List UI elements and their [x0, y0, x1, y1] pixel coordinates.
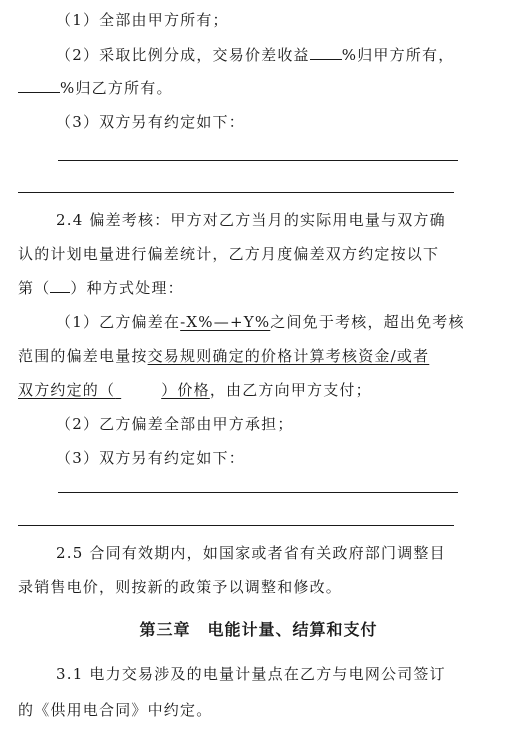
deviation-option-1-text-e: ，由乙方向甲方支付； [209, 381, 372, 399]
deviation-option-1-text-c: 之间免于考核，超出免考核 [270, 313, 465, 331]
deviation-option-1-text-d: 范围的偏差电量按 [18, 347, 148, 365]
choice-suffix: ）种方式处理： [70, 279, 184, 297]
agreed-price-text-a: 双方约定的（ [18, 381, 116, 399]
percent-blank-party-a[interactable] [310, 45, 342, 60]
deviation-option-1-line-2 [18, 346, 429, 366]
percent-blank-party-b[interactable] [18, 78, 60, 93]
fill-in-line[interactable] [58, 492, 458, 493]
section-3-1-line-2: 的《供用电合同》中约定。 [18, 701, 213, 719]
agreed-price-text-b: ）价格 [161, 381, 210, 399]
section-2-5-line-2: 录销售电价，则按新的政策予以调整和修改。 [18, 578, 343, 596]
section-3-1-line-1: 3.1 电力交易涉及的电量计量点在乙方与电网公司签订 [56, 665, 446, 683]
section-2-4-line-3 [18, 278, 184, 298]
choice-prefix: 第（ [18, 279, 51, 297]
deviation-option-1-line-3 [18, 380, 372, 400]
deviation-option-2-text: （2）乙方偏差全部由甲方承担； [56, 415, 294, 433]
section-2-5-line-1: 2.5 合同有效期内，如国家或者省有关政府部门调整目 [56, 544, 446, 562]
deviation-option-1-text-a: （1）乙方偏差在 [56, 313, 181, 331]
option-2-line-1 [56, 45, 454, 65]
section-2-4-line-2: 认的计划电量进行偏差统计，乙方月度偏差双方约定按以下 [18, 245, 440, 263]
fill-in-line[interactable] [18, 192, 454, 193]
deviation-range: -X%—+Y% [180, 313, 271, 331]
option-2-line-2 [18, 78, 173, 98]
option-1-text: （1）全部由甲方所有； [56, 11, 229, 29]
option-2-text-c: %归乙方所有。 [60, 79, 173, 97]
choice-blank[interactable] [50, 278, 70, 293]
fill-in-line[interactable] [58, 160, 458, 161]
option-2-text-a: （2）采取比例分成，交易价差收益 [56, 46, 310, 64]
deviation-option-1-line-1 [56, 312, 465, 332]
fill-in-line[interactable] [18, 525, 454, 526]
option-3-text: （3）双方另有约定如下： [56, 113, 245, 131]
assessment-rule-text: 交易规则确定的价格计算考核资金/或者 [147, 347, 430, 365]
chapter-3-heading: 第三章 电能计量、结算和支付 [139, 620, 378, 639]
agreed-price-blank[interactable] [115, 380, 161, 400]
option-2-text-b: %归甲方所有， [341, 46, 455, 64]
deviation-option-3-text: （3）双方另有约定如下： [56, 449, 245, 467]
section-2-4-line-1: 2.4 偏差考核：甲方对乙方当月的实际用电量与双方确 [56, 211, 446, 229]
